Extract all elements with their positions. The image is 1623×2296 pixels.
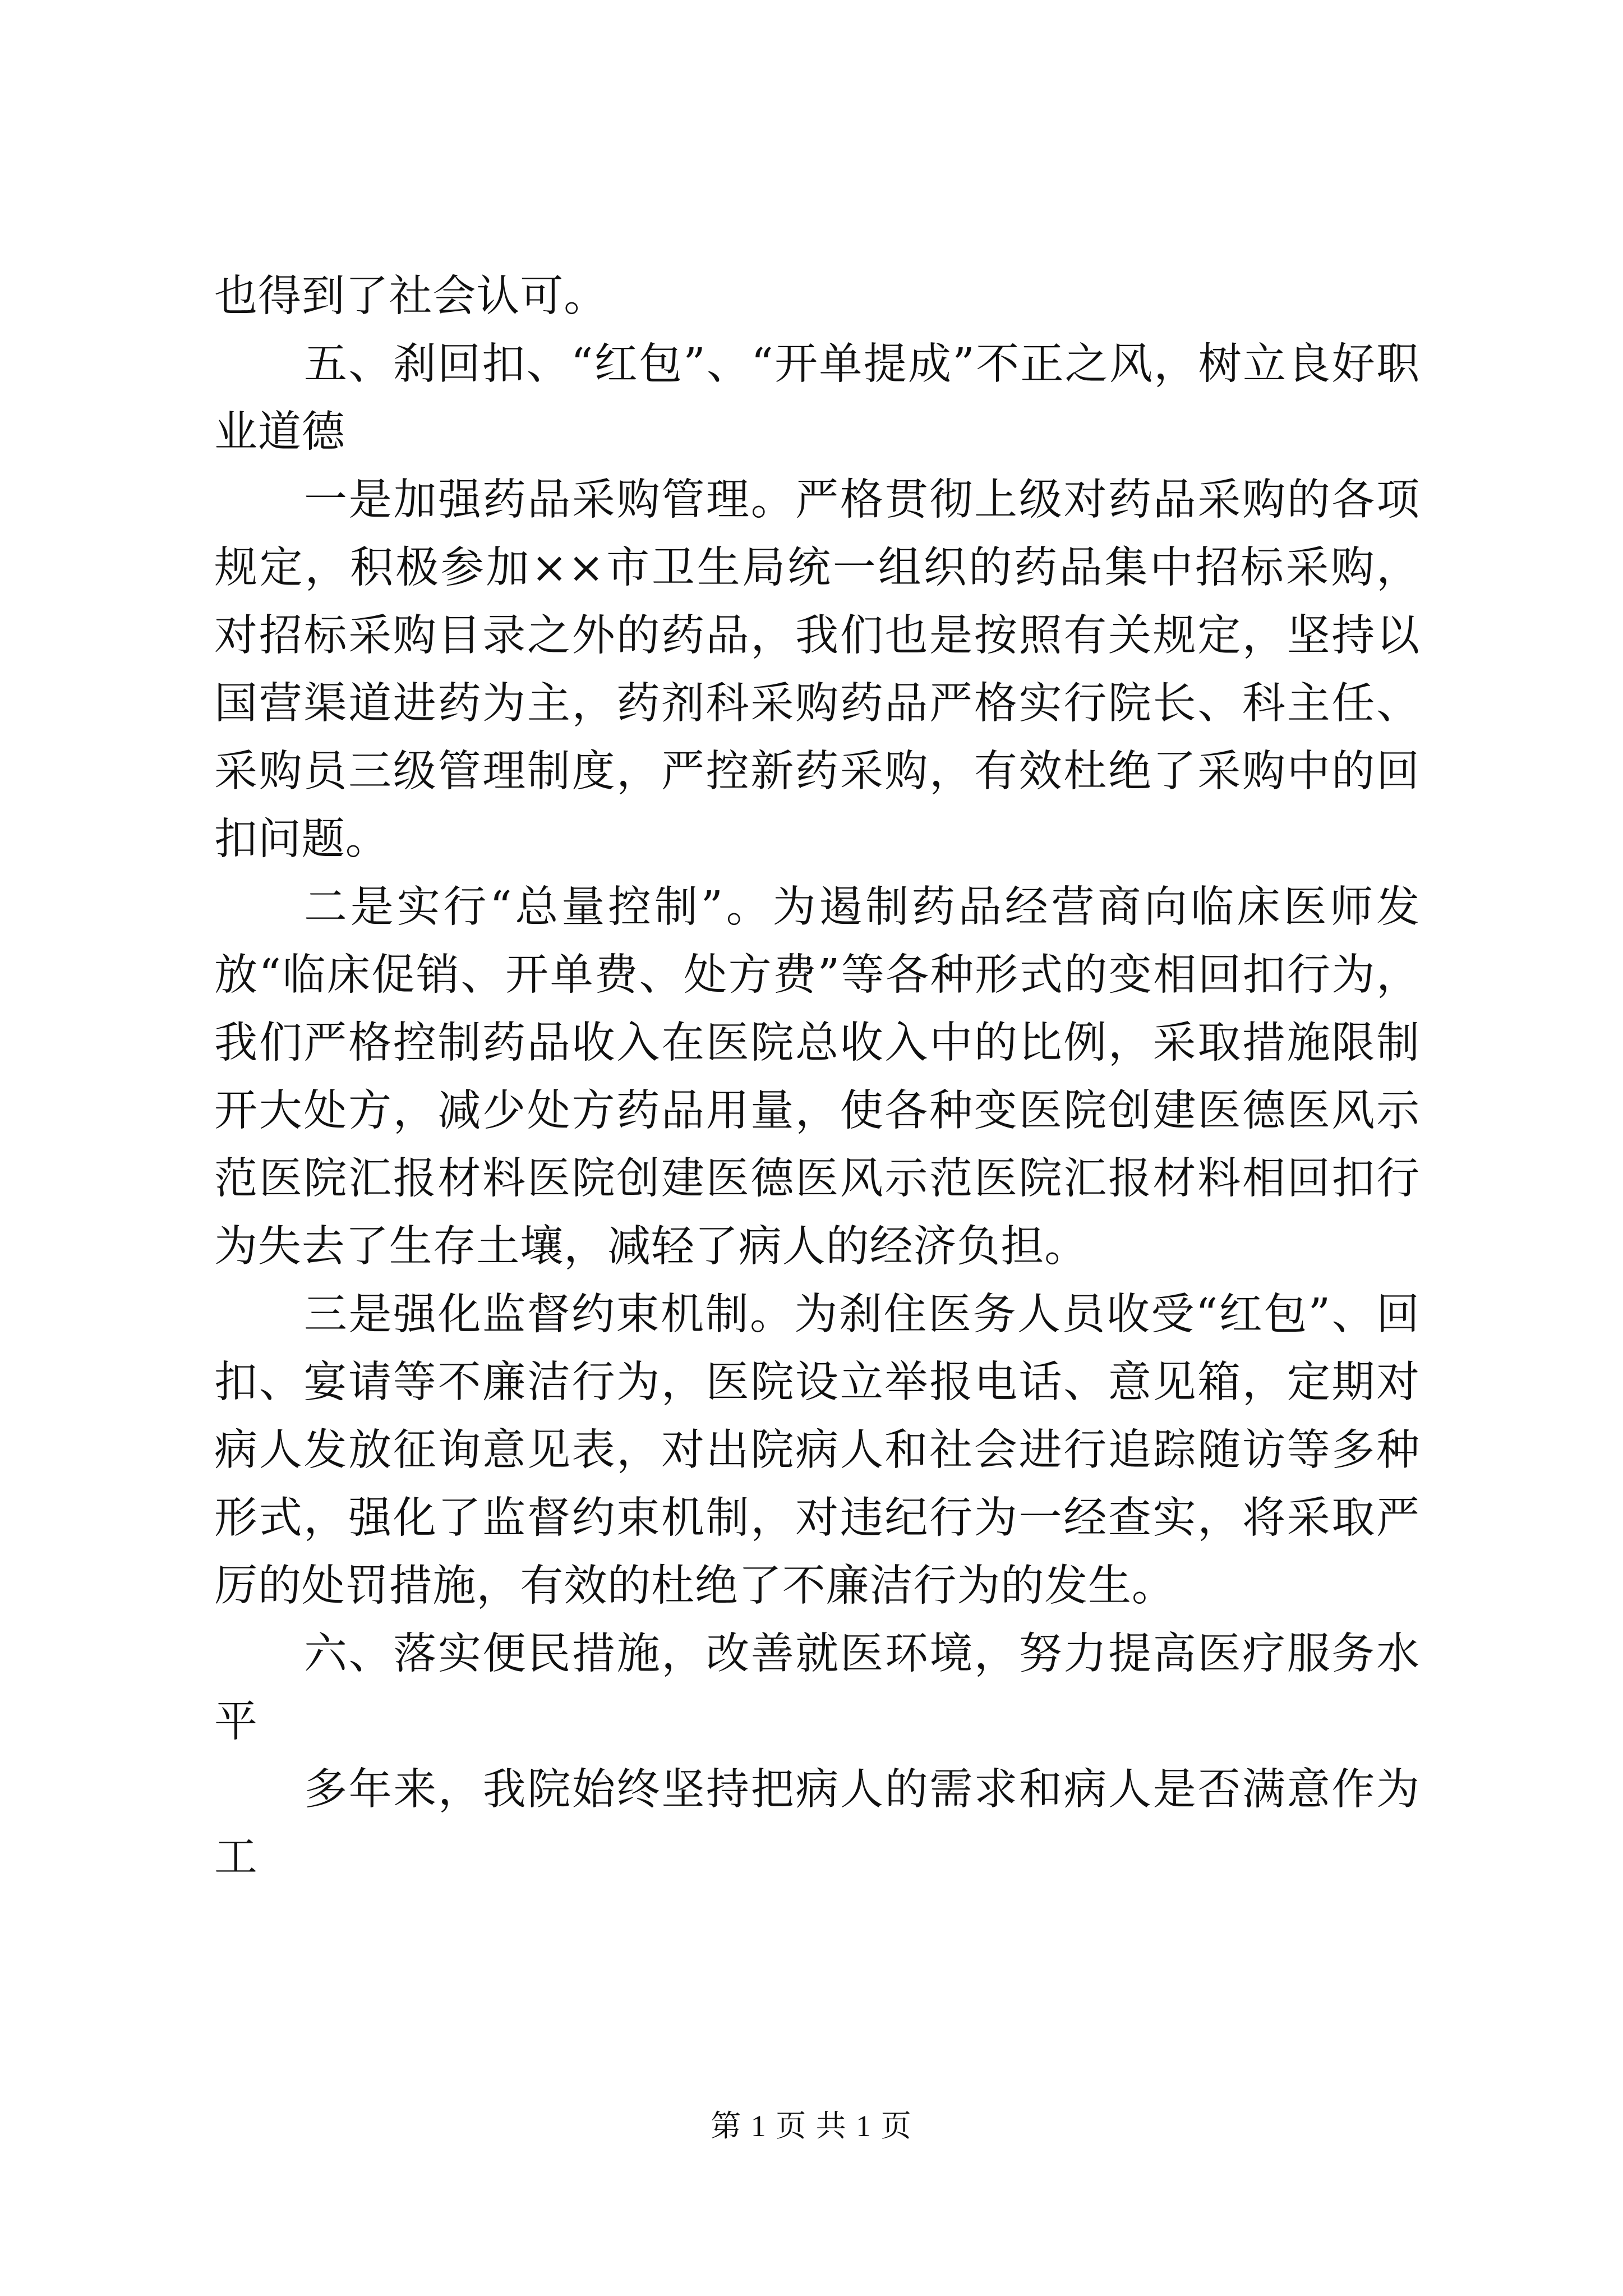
paragraph-continuation: 也得到了社会认可。 <box>214 272 608 321</box>
section-heading-six: 六、落实便民措施，改善就医环境，努力提高医疗服务水平 <box>214 1629 1420 1747</box>
document-body <box>214 263 1420 1892</box>
page-footer: 第 1 页 共 1 页 <box>711 2109 912 2143</box>
paragraph-supervision: 三是强化监督约束机制。为刹住医务人员收受“红包”、回扣、宴请等不廉洁行为，医院设立举报电话、意见箱，定期对病人发放征询意见表，对出院病人和社会进行追踪随访等多种形式，强化了监督约束机制，对违纪行为一经查实，将采取严厉的处罚措施，有效的杜绝了不廉洁行为的发生。 <box>214 1290 1420 1611</box>
paragraph-patient-needs: 多年来，我院始终坚持把病人的需求和病人是否满意作为工 <box>214 1765 1420 1883</box>
paragraph-total-control: 二是实行“总量控制”。为遏制药品经营商向临床医师发放“临床促销、开单费、处方费”等各种形式的变相回扣行为，我们严格控制药品收入在医院总收入中的比例，采取措施限制开大处方，减少处方药品用量，使各种变医院创建医德医风示范医院汇报材料医院创建医德医风示范医院汇报材料相回扣行为失去了生存土壤，减轻了病人的经济负担。 <box>214 882 1420 1272</box>
section-heading-five: 五、刹回扣、“红包”、“开单提成”不正之风，树立良好职业道德 <box>214 339 1420 457</box>
paragraph-drug-procurement: 一是加强药品采购管理。严格贯彻上级对药品采购的各项规定，积极参加××市卫生局统一组织的药品集中招标采购，对招标采购目录之外的药品，我们也是按照有关规定，坚持以国营渠道进药为主，药剂科采购药品严格实行院长、科主任、采购员三级管理制度，严控新药采购，有效杜绝了采购中的回扣问题。 <box>214 475 1420 864</box>
